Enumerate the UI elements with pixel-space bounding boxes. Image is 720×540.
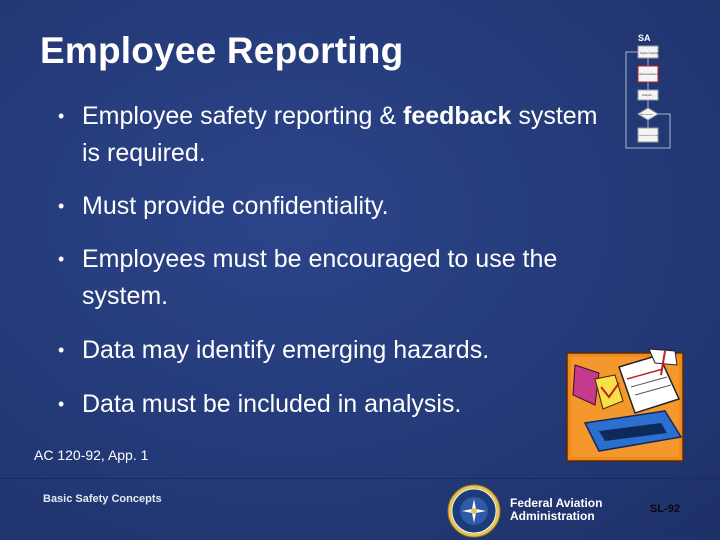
sa-label: SA: [638, 33, 651, 43]
bullet-marker: •: [58, 394, 65, 414]
sa-box-4: Assessment: [640, 114, 653, 116]
ballot-box-clipart: [565, 345, 689, 463]
faa-seal-icon: [447, 484, 501, 538]
footer-course-title: Basic Safety Concepts: [43, 493, 162, 505]
bullet-marker: •: [58, 106, 65, 126]
sa-box-3: Analysis: [642, 94, 652, 97]
sa-box-5: Preventive/ Corrective Action: [639, 135, 666, 137]
slide-number: SL-92: [650, 503, 680, 515]
sa-box-1: System Operation: [640, 52, 661, 55]
sa-flowchart-icon: [620, 30, 680, 152]
bullet-text: Employees must be encouraged to use the system.: [82, 245, 558, 310]
bullet-marker: •: [58, 340, 65, 360]
bullet-text: Data must be included in analysis.: [82, 390, 462, 418]
bullet-text: Data may identify emerging hazards.: [82, 336, 490, 364]
agency-name: Federal Aviation Administration: [510, 496, 603, 523]
bullet-text: Employee safety reporting & feedback system is required.: [82, 102, 598, 167]
sa-box-2: Data Acquisition & Process: [639, 74, 668, 76]
footer-divider: [0, 478, 720, 479]
bullet-marker: •: [58, 249, 65, 269]
slide-title: Employee Reporting: [40, 30, 404, 71]
bullet-text: Must provide confidentiality.: [82, 192, 389, 220]
reference-citation: AC 120-92, App. 1: [34, 447, 149, 463]
bullet-marker: •: [58, 196, 65, 216]
